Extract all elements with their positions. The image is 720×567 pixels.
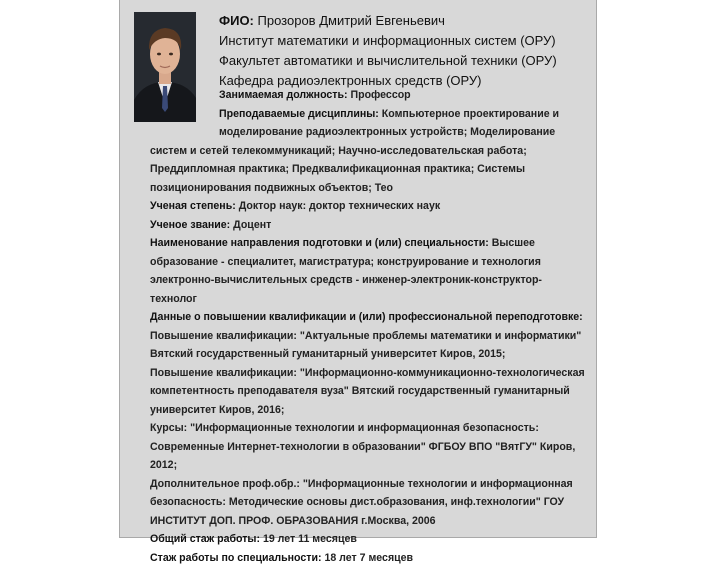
training-line: Повышение квалификации: "Актуальные проблемы математики и информатики" [150, 327, 590, 346]
training-line: Вятский государственный гуманитарный университет Киров, 2015; [150, 345, 590, 364]
specialty-experience-value: 18 лет 7 месяцев [324, 552, 413, 564]
disciplines-line: Компьютерное проектирование и [382, 108, 559, 120]
disciplines-line: позиционирования подвижных объектов; Тео [150, 179, 590, 198]
experience-value: 19 лет 11 месяцев [263, 533, 357, 545]
training-line: Современные Интернет-технологии в образовании" ФГБОУ ВПО "ВятГУ" Киров, [150, 438, 590, 457]
training-line: Повышение квалификации: "Информационно-коммуникационно-технологическая [150, 364, 590, 383]
specialty-experience-row [150, 549, 590, 567]
name-label: ФИО: [219, 13, 254, 28]
experience-row [150, 530, 590, 549]
specialty-label: Наименование направления подготовки и (или) специальности: [150, 237, 489, 249]
training-line: Курсы: "Информационные технологии и информационная безопасность: [150, 419, 590, 438]
degree-value: Доктор наук: доктор технических наук [239, 200, 440, 212]
training-line: университет Киров, 2016; [150, 401, 590, 420]
disciplines-label: Преподаваемые дисциплины: [219, 108, 379, 120]
disciplines-line: систем и сетей телекоммуникаций; Научно-исследовательская работа; [150, 142, 590, 161]
position-row [150, 86, 590, 105]
specialty-line: Высшее [492, 237, 535, 249]
academic-title-row [150, 216, 590, 235]
specialty-experience-label: Стаж работы по специальности: [150, 552, 321, 564]
academic-title-value: Доцент [233, 219, 271, 231]
faculty: Факультет автоматики и вычислительной техники (ОРУ) [219, 51, 589, 71]
degree-row [150, 197, 590, 216]
training-line: ИНСТИТУТ ДОП. ПРОФ. ОБРАЗОВАНИЯ г.Москва, 2006 [150, 512, 590, 531]
department: Кафедра радиоэлектронных средств (ОРУ) [219, 71, 589, 91]
degree-label: Ученая степень: [150, 200, 236, 212]
training-line: 2012; [150, 456, 590, 475]
position-value: Профессор [350, 89, 410, 101]
position-label: Занимаемая должность: [219, 89, 348, 101]
specialty-line: образование - специалитет, магистратура; конструирование и технология [150, 253, 590, 272]
training-line: Дополнительное проф.обр.: "Информационные технологии и информационная [150, 475, 590, 494]
disciplines-line: Преддипломная практика; Предквалификационная практика; Системы [150, 160, 590, 179]
training-line: компетентность преподавателя вуза" Вятский государственный гуманитарный [150, 382, 590, 401]
experience-label: Общий стаж работы: [150, 533, 260, 545]
specialty-row [150, 234, 590, 253]
institute: Институт математики и информационных систем (ОРУ) [219, 31, 589, 51]
profile-card [119, 0, 597, 538]
training-line: безопасность: Методические основы дист.образования, инф.технологии" ГОУ [150, 493, 590, 512]
profile-details [150, 86, 590, 567]
specialty-line: электронно-вычислительных средств - инженер-электроник-конструктор- [150, 271, 590, 290]
person-name: Прозоров Дмитрий Евгеньевич [258, 13, 445, 28]
training-label: Данные о повышении квалификации и (или) профессиональной переподготовке: [150, 308, 590, 327]
disciplines-row [150, 105, 590, 124]
specialty-line: технолог [150, 290, 590, 309]
disciplines-line: моделирование радиоэлектронных устройств; Моделирование [150, 123, 590, 142]
profile-header [219, 11, 589, 91]
academic-title-label: Ученое звание: [150, 219, 230, 231]
name-line [219, 11, 589, 31]
